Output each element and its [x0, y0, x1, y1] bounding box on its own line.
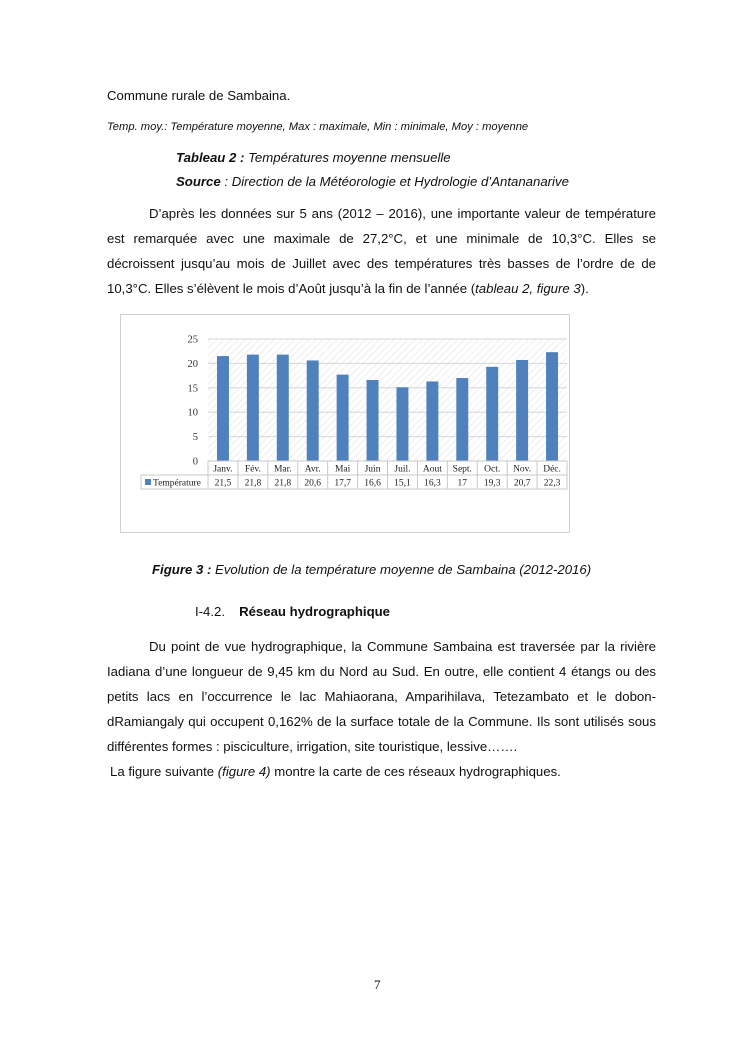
data-value-label: 16,3	[424, 478, 441, 489]
source-line	[176, 174, 569, 189]
y-tick-label: 20	[187, 358, 198, 370]
intro-line: Commune rurale de Sambaina.	[107, 88, 291, 103]
legend-series-name: Température	[153, 478, 201, 489]
data-value-label: 19,3	[483, 478, 501, 489]
x-category-label: Déc.	[543, 464, 561, 475]
figure-reference-start: La figure suivante	[110, 764, 218, 779]
bar-12	[546, 352, 558, 461]
paragraph-hydrography: Du point de vue hydrographique, la Commune Sambaina est traversée par la rivière Iadiana d’une longueur de 9,45 km du Nord au Sud. En outre, elle contient 4 étangs ou des petits lacs en l’occurrence le lac Mahiaorana, Amparihilava, Tetezambato et le dobon-dRamiangaly qui occupent 0,162% de la surface totale de la Commune. Ils sont utilisés sous différentes formes : pisciculture, irrigation, site touristique, lessive…….	[107, 639, 656, 754]
figure-caption	[152, 562, 591, 577]
data-value-label: 16,6	[364, 478, 381, 489]
x-category-label: Juin	[364, 464, 381, 475]
data-value-label: 20,6	[304, 478, 322, 489]
page-number: 7	[374, 977, 381, 992]
bar-4	[307, 360, 319, 461]
bar-6	[367, 380, 379, 461]
data-value-label: 21,8	[244, 478, 262, 489]
y-tick-label: 5	[192, 432, 198, 444]
figure-caption-text: Evolution de la température moyenne de Sambaina (2012-2016)	[211, 562, 592, 577]
source-text: : Direction de la Météorologie et Hydrologie d’Antananarive	[220, 174, 569, 189]
figure-reference-ref: (figure 4)	[217, 764, 271, 779]
x-category-label: Janv.	[213, 464, 233, 475]
x-category-label: Avr.	[304, 464, 321, 475]
source-label: Source	[176, 174, 221, 189]
bar-2	[247, 355, 259, 461]
x-category-label: Aout	[422, 464, 442, 475]
data-value-label: 15,1	[394, 478, 411, 489]
figure-caption-label: Figure 3 :	[152, 562, 212, 577]
table-caption-label: Tableau 2 :	[176, 150, 245, 165]
bar-9	[456, 378, 468, 461]
bar-8	[426, 381, 438, 461]
section-heading	[195, 604, 390, 619]
x-category-label: Nov.	[513, 464, 532, 475]
data-value-label: 17,7	[334, 478, 351, 489]
x-category-label: Mai	[334, 464, 351, 475]
x-category-label: Juil.	[394, 464, 411, 475]
bar-11	[516, 360, 528, 461]
y-tick-label: 10	[187, 407, 198, 419]
bar-3	[277, 355, 289, 461]
legend-key	[145, 479, 151, 485]
paragraph-temperature	[107, 201, 656, 301]
plot-area	[208, 339, 567, 461]
bar-1	[217, 356, 229, 461]
x-category-label: Oct.	[484, 464, 501, 475]
paragraph-figure-reference	[110, 764, 561, 779]
x-category-label: Sept.	[452, 464, 472, 475]
paragraph-temperature-end: ).	[580, 281, 589, 296]
temperature-bar-chart	[121, 315, 571, 534]
figure-reference-end: montre la carte de ces réseaux hydrographiques.	[270, 764, 561, 779]
x-category-label: Fév.	[244, 464, 261, 475]
data-value-label: 21,5	[214, 478, 232, 489]
paragraph-temperature-text: D’après les données sur 5 ans (2012 – 2016), une importante valeur de température est remarquée avec une maximale de 27,2°C, et une minimale de 10,3°C. Elles se décroissent jusqu’au mois de Juillet avec des températures très basses de l’ordre de de 10,3°C. Elles s’élèvent le mois d’Août jusqu’à la fin de l’année (	[107, 206, 656, 296]
bar-7	[396, 387, 408, 461]
data-value-label: 17	[457, 478, 468, 489]
y-tick-label: 15	[187, 383, 198, 395]
data-value-label: 21,8	[274, 478, 292, 489]
figure-3-chart	[120, 314, 570, 533]
paragraph-temperature-ref: tableau 2, figure 3	[475, 281, 581, 296]
bar-5	[337, 375, 349, 461]
bar-10	[486, 367, 498, 461]
abbreviation-legend: Temp. moy.: Température moyenne, Max : maximale, Min : minimale, Moy : moyenne	[107, 121, 529, 133]
x-category-label: Mar.	[273, 464, 292, 475]
y-tick-label: 25	[187, 334, 198, 346]
y-tick-label: 0	[192, 456, 198, 468]
section-number: I-4.2.	[195, 604, 226, 619]
section-title: Réseau hydrographique	[239, 604, 391, 619]
data-value-label: 20,7	[513, 478, 531, 489]
table-caption-text: Températures moyenne mensuelle	[244, 150, 451, 165]
data-value-label: 22,3	[543, 478, 561, 489]
table-caption	[176, 150, 451, 165]
